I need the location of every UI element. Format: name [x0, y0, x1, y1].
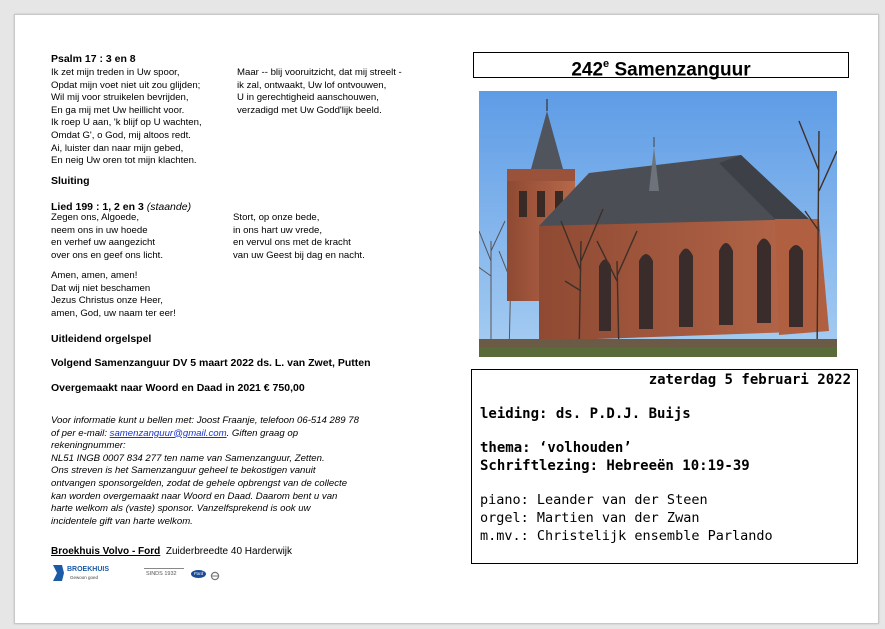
lied-line: van uw Geest bij dag en nacht. — [233, 249, 365, 261]
since-label: SINDS 1932 — [146, 571, 177, 577]
lied-verse-2 — [233, 212, 365, 262]
amen-verse — [51, 270, 176, 320]
lied-line: en vervul ons met de kracht — [233, 237, 351, 249]
volgend-samenzanguur: Volgend Samenzanguur DV 5 maart 2022 ds. L. van Zwet, Putten — [51, 357, 371, 369]
info-line: Ons streven is het Samenzanguur geheel te bekostigen vanuit — [51, 465, 316, 477]
service-date: zaterdag 5 februari 2022 — [648, 372, 851, 388]
email-link[interactable]: samenzanguur@gmail.com — [109, 427, 227, 439]
ford-logo: Ford — [191, 570, 206, 578]
info-line: NL51 INGB 0007 834 277 ten name van Samenzanguur, Zetten. — [51, 452, 325, 464]
amen-line: Jezus Christus onze Heer, — [51, 295, 163, 307]
volvo-logo — [210, 568, 220, 586]
title-text: Samenzanguur — [609, 59, 751, 81]
info-line: Voor informatie kunt u bellen met: Joost Fraanje, telefoon 06-514 289 78 — [51, 415, 359, 426]
schriftlezing-line: Schriftlezing: Hebreeën 10:19-39 — [480, 458, 750, 474]
overgemaakt-line: Overgemaakt naar Woord en Daad in 2021 € 750,00 — [51, 382, 305, 394]
lied-line: Zegen ons, Algoede, — [51, 212, 140, 223]
psalm-line: ik zal, ontwaakt, Uw lof ontvouwen, — [237, 79, 387, 91]
piano-line: piano: Leander van der Steen — [480, 492, 708, 508]
volvo-logo-icon — [210, 571, 220, 581]
psalm-line: Ik zet mijn treden in Uw spoor, — [51, 67, 180, 78]
lied-line: in ons hart uw vrede, — [233, 224, 323, 236]
psalm-line: Ai, luister dan naar mijn gebed, — [51, 142, 184, 154]
lied-line: en verhef uw aangezicht — [51, 237, 155, 249]
psalm-verse-2 — [237, 67, 402, 117]
broekhuis-logo-text: BROEKHUIS — [67, 566, 110, 573]
title-number: 242 — [571, 59, 604, 81]
lied-line: Stort, op onze bede, — [233, 212, 320, 223]
service-info-box — [471, 369, 858, 564]
lied-verse-1 — [51, 212, 163, 262]
leiding-line: leiding: ds. P.D.J. Buijs — [480, 406, 691, 422]
psalm-line: Omdat G', o God, mij altoos redt. — [51, 129, 191, 141]
psalm-line: En neig Uw oren tot mijn klachten. — [51, 155, 197, 167]
info-line: ontvangen sponsorgelden, zodat de gehele opbrengst van de collecte — [51, 477, 348, 489]
title-superscript: e — [603, 58, 610, 70]
info-line: incidentele gift van harte welkom. — [51, 515, 193, 527]
info-line — [51, 428, 359, 441]
church-image — [479, 91, 837, 357]
lied-line: neem ons in uw hoede — [51, 224, 148, 236]
psalm-line: Ik roep U aan, 'k blijf op U wachten, — [51, 117, 202, 129]
page-title — [473, 52, 849, 81]
amen-line: Dat wij niet beschamen — [51, 282, 151, 294]
lied-line: over ons en geef ons licht. — [51, 249, 163, 261]
info-line: harte welkom als (vaste) sponsor. Vanzelfsprekend is ook uw — [51, 503, 311, 515]
thema-line: thema: ‘volhouden’ — [480, 440, 632, 456]
sluiting-heading: Sluiting — [51, 175, 90, 187]
info-paragraph — [51, 415, 359, 528]
divider — [144, 568, 184, 569]
info-rest — [51, 440, 359, 528]
info-text: of per e-mail: — [51, 427, 110, 439]
psalm-line: U in gerechtigheid aanschouwen, — [237, 92, 379, 104]
uitleidend-orgelspel: Uitleidend orgelspel — [51, 333, 152, 345]
sponsor-name: Broekhuis Volvo - Ford — [51, 546, 161, 557]
info-text: . Giften graag op — [226, 427, 299, 439]
psalm-line: En ga mij met Uw heillicht voor. — [51, 104, 185, 116]
psalm-line: Opdat mijn voet niet uit zou glijden; — [51, 79, 201, 91]
amen-line: Amen, amen, amen! — [51, 270, 138, 281]
psalm-line: verzadigd met Uw Godd'lijk beeld. — [237, 104, 382, 116]
info-line: rekeningnummer: — [51, 440, 126, 452]
broekhuis-logo-sub: Gewoon goed — [70, 575, 99, 580]
psalm-line: Wil mij voor struikelen bevrijden, — [51, 92, 189, 104]
orgel-line: orgel: Martien van der Zwan — [480, 510, 700, 526]
sponsor-address: Zuiderbreedte 40 Harderwijk — [165, 546, 293, 557]
psalm-line: Maar -- blij vooruitzicht, dat mij streelt - — [237, 67, 402, 78]
info-line: kan worden overgemaakt naar Woord en Daad. Daarom bent u van — [51, 490, 338, 502]
psalm-verse-1 — [51, 67, 202, 168]
mmv-line: m.mv.: Christelijk ensemble Parlando — [480, 528, 773, 544]
psalm-heading: Psalm 17 : 3 en 8 — [51, 53, 136, 65]
lied-note: (staande) — [146, 201, 192, 213]
amen-line: amen, God, uw naam ter eer! — [51, 307, 176, 319]
document-page — [14, 14, 879, 624]
church-photo — [479, 91, 837, 357]
lied-heading: Lied 199 : 1, 2 en 3 — [51, 201, 144, 213]
sponsor-line — [51, 546, 292, 557]
